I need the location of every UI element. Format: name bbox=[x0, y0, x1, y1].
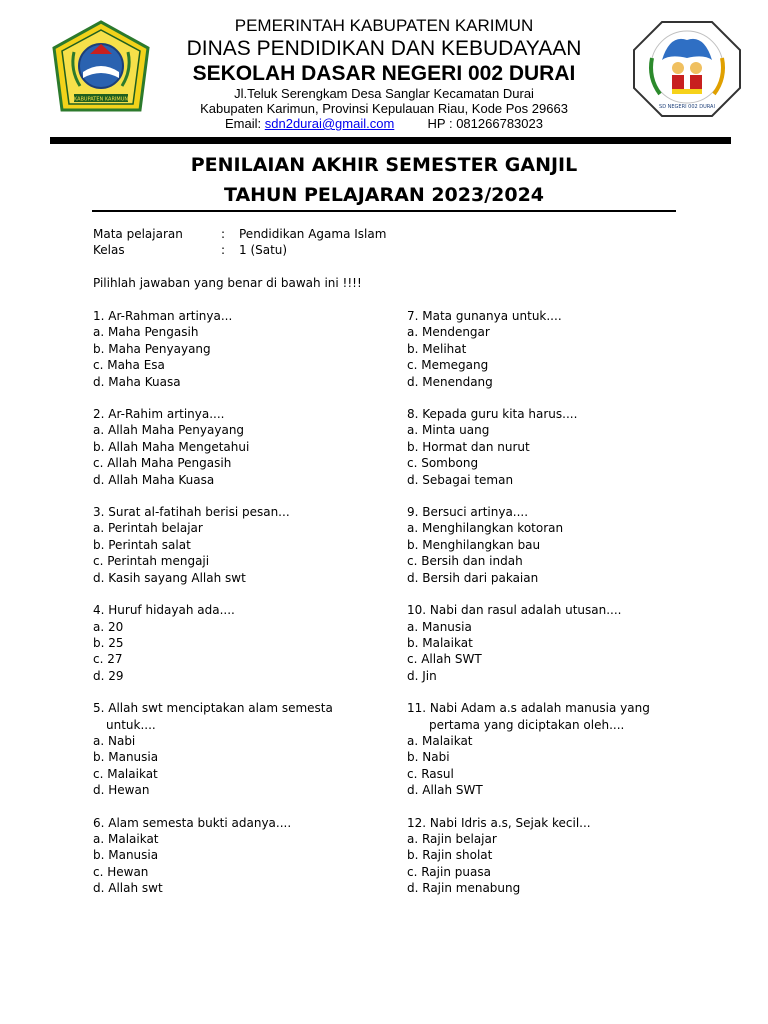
option-b: b. Manusia bbox=[93, 750, 159, 765]
option-c: c. Maha Esa bbox=[93, 358, 165, 373]
option-b: b. Melihat bbox=[407, 341, 467, 356]
phone-number: HP : 081266783023 bbox=[427, 116, 543, 131]
option-a: a. Mendengar bbox=[407, 325, 490, 340]
option-c: c. Memegang bbox=[407, 358, 489, 373]
question-text: 1. Ar-Rahman artinya... bbox=[93, 309, 233, 323]
option-a: a. Nabi bbox=[93, 733, 136, 748]
option-b: b. Hormat dan nurut bbox=[407, 439, 530, 454]
question-text: 8. Kepada guru kita harus.... bbox=[407, 407, 578, 422]
exam-title bbox=[92, 150, 676, 210]
option-d: d. Allah Maha Kuasa bbox=[93, 472, 215, 487]
address-line-1: Jl.Teluk Serengkam Desa Sanglar Kecamatan Durai bbox=[234, 86, 534, 101]
instruction-text: Pilihlah jawaban yang benar di bawah ini !!!! bbox=[93, 276, 362, 290]
option-d: d. 29 bbox=[93, 668, 124, 683]
logo-left-caption: KABUPATEN KARIMUN bbox=[73, 96, 129, 103]
class-colon: : bbox=[221, 243, 226, 257]
option-c: c. Rasul bbox=[407, 766, 454, 781]
question-10 bbox=[407, 602, 707, 684]
question-text: 10. Nabi dan rasul adalah utusan.... bbox=[407, 603, 622, 618]
option-a: a. Malaikat bbox=[407, 733, 473, 748]
logo-right-caption: SD NEGERI 002 DURAI bbox=[659, 104, 715, 110]
question-text: 6. Alam semesta bukti adanya.... bbox=[93, 815, 292, 830]
option-c: c. Bersih dan indah bbox=[407, 554, 523, 569]
option-a: a. Manusia bbox=[407, 619, 472, 634]
question-text: 12. Nabi Idris a.s, Sejak kecil... bbox=[407, 815, 591, 830]
letterhead bbox=[0, 0, 768, 150]
question-text-continued: untuk.... bbox=[106, 717, 156, 732]
option-c: c. Allah SWT bbox=[407, 652, 482, 667]
question-1 bbox=[93, 308, 393, 390]
option-c: c. Allah Maha Pengasih bbox=[93, 456, 232, 471]
option-d: d. Rajin menabung bbox=[407, 881, 521, 896]
question-text-continued: pertama yang diciptakan oleh.... bbox=[429, 717, 625, 732]
letterhead-separator bbox=[50, 137, 731, 144]
option-c: c. Rajin puasa bbox=[407, 864, 491, 879]
address-line-2: Kabupaten Karimun, Provinsi Kepulauan Riau, Kode Pos 29663 bbox=[200, 101, 568, 116]
question-text: 7. Mata gunanya untuk.... bbox=[407, 309, 562, 323]
questions-left-column bbox=[93, 308, 393, 913]
option-a: a. Minta uang bbox=[407, 423, 490, 438]
class-value: 1 (Satu) bbox=[239, 243, 288, 257]
government-name: PEMERINTAH KABUPATEN KARIMUN bbox=[234, 16, 534, 35]
option-d: d. Kasih sayang Allah swt bbox=[93, 570, 246, 585]
exam-title-line-1: PENILAIAN AKHIR SEMESTER GANJIL bbox=[190, 154, 578, 176]
class-row bbox=[93, 242, 386, 258]
question-text: 4. Huruf hidayah ada.... bbox=[93, 603, 235, 618]
option-a: a. Menghilangkan kotoran bbox=[407, 521, 564, 536]
question-text: 2. Ar-Rahim artinya.... bbox=[93, 407, 225, 422]
kabupaten-karimun-logo bbox=[50, 20, 152, 116]
department-name: DINAS PENDIDIKAN DAN KEBUDAYAAN bbox=[186, 37, 582, 60]
school-name: SEKOLAH DASAR NEGERI 002 DURAI bbox=[192, 62, 576, 85]
email-label: Email: bbox=[225, 116, 262, 131]
question-8 bbox=[407, 406, 707, 488]
subject-row bbox=[93, 226, 386, 242]
exam-title-line-2: TAHUN PELAJARAN 2023/2024 bbox=[223, 184, 545, 206]
option-b: b. Perintah salat bbox=[93, 537, 191, 552]
school-logo bbox=[632, 20, 742, 118]
option-d: d. Bersih dari pakaian bbox=[407, 570, 539, 585]
question-6 bbox=[93, 815, 393, 897]
option-b: b. 25 bbox=[93, 635, 124, 650]
question-text: 9. Bersuci artinya.... bbox=[407, 505, 529, 520]
option-d: d. Maha Kuasa bbox=[93, 374, 181, 389]
option-b: b. Nabi bbox=[407, 750, 450, 765]
question-text: 11. Nabi Adam a.s adalah manusia yang bbox=[407, 701, 650, 716]
option-b: b. Maha Penyayang bbox=[93, 341, 211, 356]
option-c: c. Sombong bbox=[407, 456, 479, 471]
option-d: d. Jin bbox=[407, 668, 437, 683]
letterhead-text bbox=[150, 16, 618, 131]
subject-value: Pendidikan Agama Islam bbox=[239, 227, 387, 241]
question-7 bbox=[407, 308, 707, 390]
option-d: d. Menendang bbox=[407, 374, 493, 389]
option-d: d. Sebagai teman bbox=[407, 472, 514, 487]
exam-info bbox=[93, 226, 386, 258]
option-b: b. Menghilangkan bau bbox=[407, 537, 541, 552]
question-4 bbox=[93, 602, 393, 684]
option-a: a. 20 bbox=[93, 619, 124, 634]
questions-right-column bbox=[407, 308, 707, 913]
email-link[interactable]: sdn2durai@gmail.com bbox=[264, 116, 395, 131]
question-text: 5. Allah swt menciptakan alam semesta bbox=[93, 701, 333, 716]
option-b: b. Malaikat bbox=[407, 635, 473, 650]
question-9 bbox=[407, 504, 707, 586]
question-12 bbox=[407, 815, 707, 897]
option-c: c. Hewan bbox=[93, 864, 149, 879]
option-a: a. Allah Maha Penyayang bbox=[93, 423, 245, 438]
option-d: d. Allah swt bbox=[93, 881, 163, 896]
option-a: a. Perintah belajar bbox=[93, 521, 203, 536]
question-5 bbox=[93, 700, 393, 798]
option-b: b. Rajin sholat bbox=[407, 848, 493, 863]
option-d: d. Allah SWT bbox=[407, 783, 483, 798]
option-b: b. Allah Maha Mengetahui bbox=[93, 439, 250, 454]
option-b: b. Manusia bbox=[93, 848, 159, 863]
title-underline bbox=[92, 210, 676, 212]
option-a: a. Rajin belajar bbox=[407, 831, 497, 846]
option-c: c. Perintah mengaji bbox=[93, 554, 210, 569]
option-d: d. Hewan bbox=[93, 783, 150, 798]
option-c: c. 27 bbox=[93, 652, 123, 667]
class-label: Kelas bbox=[93, 243, 125, 257]
option-a: a. Malaikat bbox=[93, 831, 159, 846]
question-3 bbox=[93, 504, 393, 586]
contact-line bbox=[150, 116, 618, 131]
option-c: c. Malaikat bbox=[93, 766, 158, 781]
subject-colon: : bbox=[221, 227, 226, 241]
question-text: 3. Surat al-fatihah berisi pesan... bbox=[93, 505, 290, 520]
question-11 bbox=[407, 700, 707, 798]
question-2 bbox=[93, 406, 393, 488]
subject-label: Mata pelajaran bbox=[93, 227, 183, 241]
option-a: a. Maha Pengasih bbox=[93, 325, 199, 340]
